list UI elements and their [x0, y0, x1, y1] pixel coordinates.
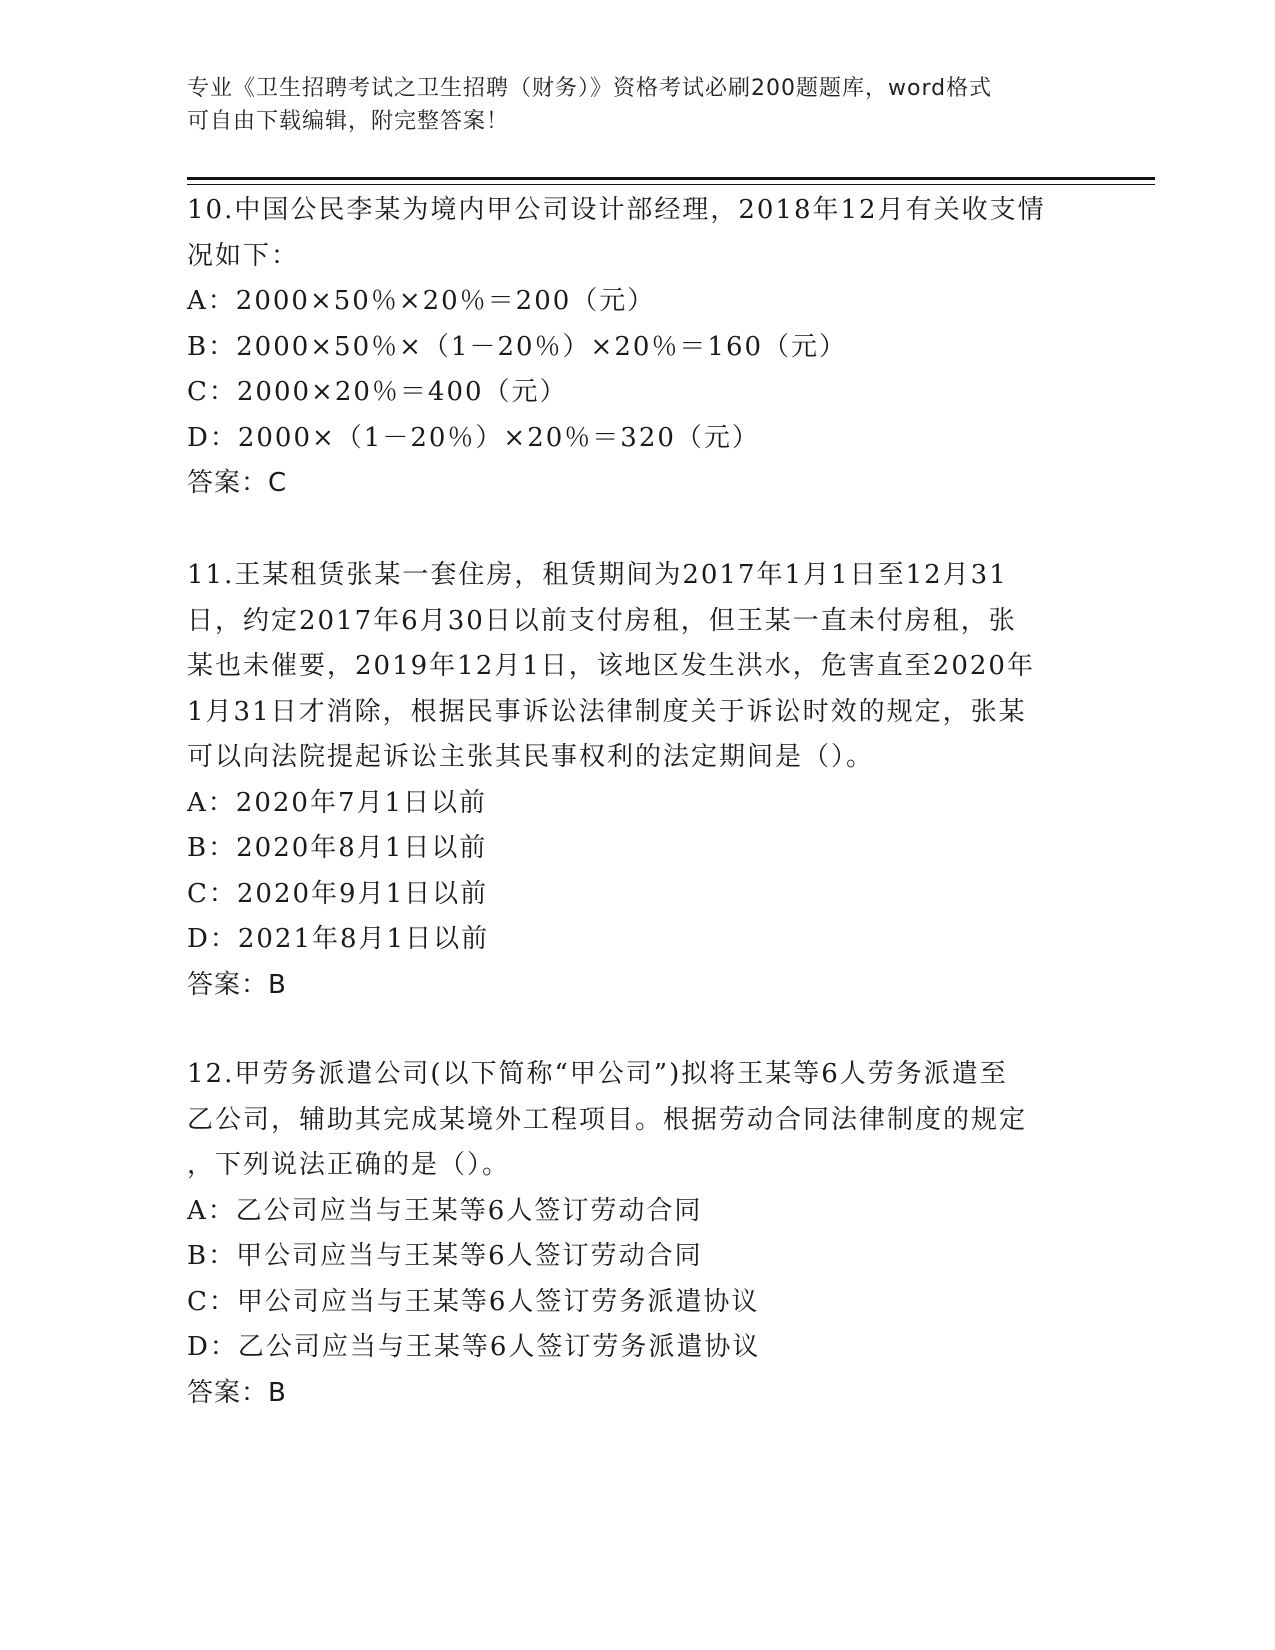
question-11-option-b: B：2020年8月1日以前 [187, 833, 488, 863]
question-11-option-c: C：2020年9月1日以前 [187, 878, 489, 909]
question-10-option-c: C：2000×20％＝400（元） [187, 377, 568, 407]
question-12-stem-line-2: 乙公司，辅助其完成某境外工程项目。根据劳动合同法律制度的规定 [187, 1104, 1028, 1135]
question-11-stem-line-5: 可以向法院提起诉讼主张其民事权利的法定期间是（）。 [187, 742, 875, 772]
question-11-stem-line-2: 日，约定2017年6月30日以前支付房租，但王某一直未付房租，张 [187, 605, 1017, 636]
question-11-answer: 答案：B [187, 969, 287, 1000]
header-title-line-2: 可自由下载编辑，附完整答案！ [187, 109, 510, 134]
question-12-stem-line-3: ，下列说法正确的是（）。 [187, 1150, 511, 1180]
question-10 [187, 188, 1067, 507]
question-11-option-a: A：2020年7月1日以前 [187, 787, 488, 818]
header-divider-thin [187, 184, 1155, 185]
header-divider-thick [187, 177, 1155, 180]
question-10-stem-line-1: 10.中国公民李某为境内甲公司设计部经理，2018年12月有关收支情 [187, 195, 1046, 225]
question-11-stem-line-3: 某也未催要，2019年12月1日，该地区发生洪水，危害直至2020年 [187, 651, 1035, 681]
question-12-option-b: B：甲公司应当与王某等6人签订劳动合同 [187, 1241, 703, 1271]
question-11-option-d: D：2021年8月1日以前 [187, 924, 490, 954]
question-12-option-a: A：乙公司应当与王某等6人签订劳动合同 [187, 1195, 703, 1226]
question-12-option-c: C：甲公司应当与王某等6人签订劳务派遣协议 [187, 1286, 760, 1317]
question-12-stem-line-1: 12.甲劳务派遣公司(以下简称“甲公司”)拟将王某等6人劳务派遣至 [187, 1059, 1008, 1089]
question-12-answer: 答案：B [187, 1377, 287, 1408]
question-12-option-d: D：乙公司应当与王某等6人签订劳务派遣协议 [187, 1332, 761, 1362]
question-10-option-d: D：2000×（1－20％）×20％＝320（元） [187, 422, 760, 453]
document-header [187, 72, 1067, 138]
question-10-option-a: A：2000×50％×20％＝200（元） [187, 286, 656, 316]
question-10-stem-line-2: 况如下： [187, 240, 300, 271]
question-10-option-b: B：2000×50％×（1－20％）×20％＝160（元） [187, 331, 848, 362]
header-title-line-1: 专业《卫生招聘考试之卫生招聘（财务）》资格考试必刷200题题库，word格式 [187, 76, 993, 101]
question-11 [187, 553, 1067, 1008]
question-11-stem-line-4: 1月31日才消除，根据民事诉讼法律制度关于诉讼时效的规定，张某 [187, 696, 1027, 727]
question-10-answer: 答案：C [187, 468, 288, 498]
question-11-stem-line-1: 11.王某租赁张某一套住房，租赁期间为2017年1月1日至12月31 [187, 560, 1008, 590]
question-12 [187, 1052, 1067, 1416]
